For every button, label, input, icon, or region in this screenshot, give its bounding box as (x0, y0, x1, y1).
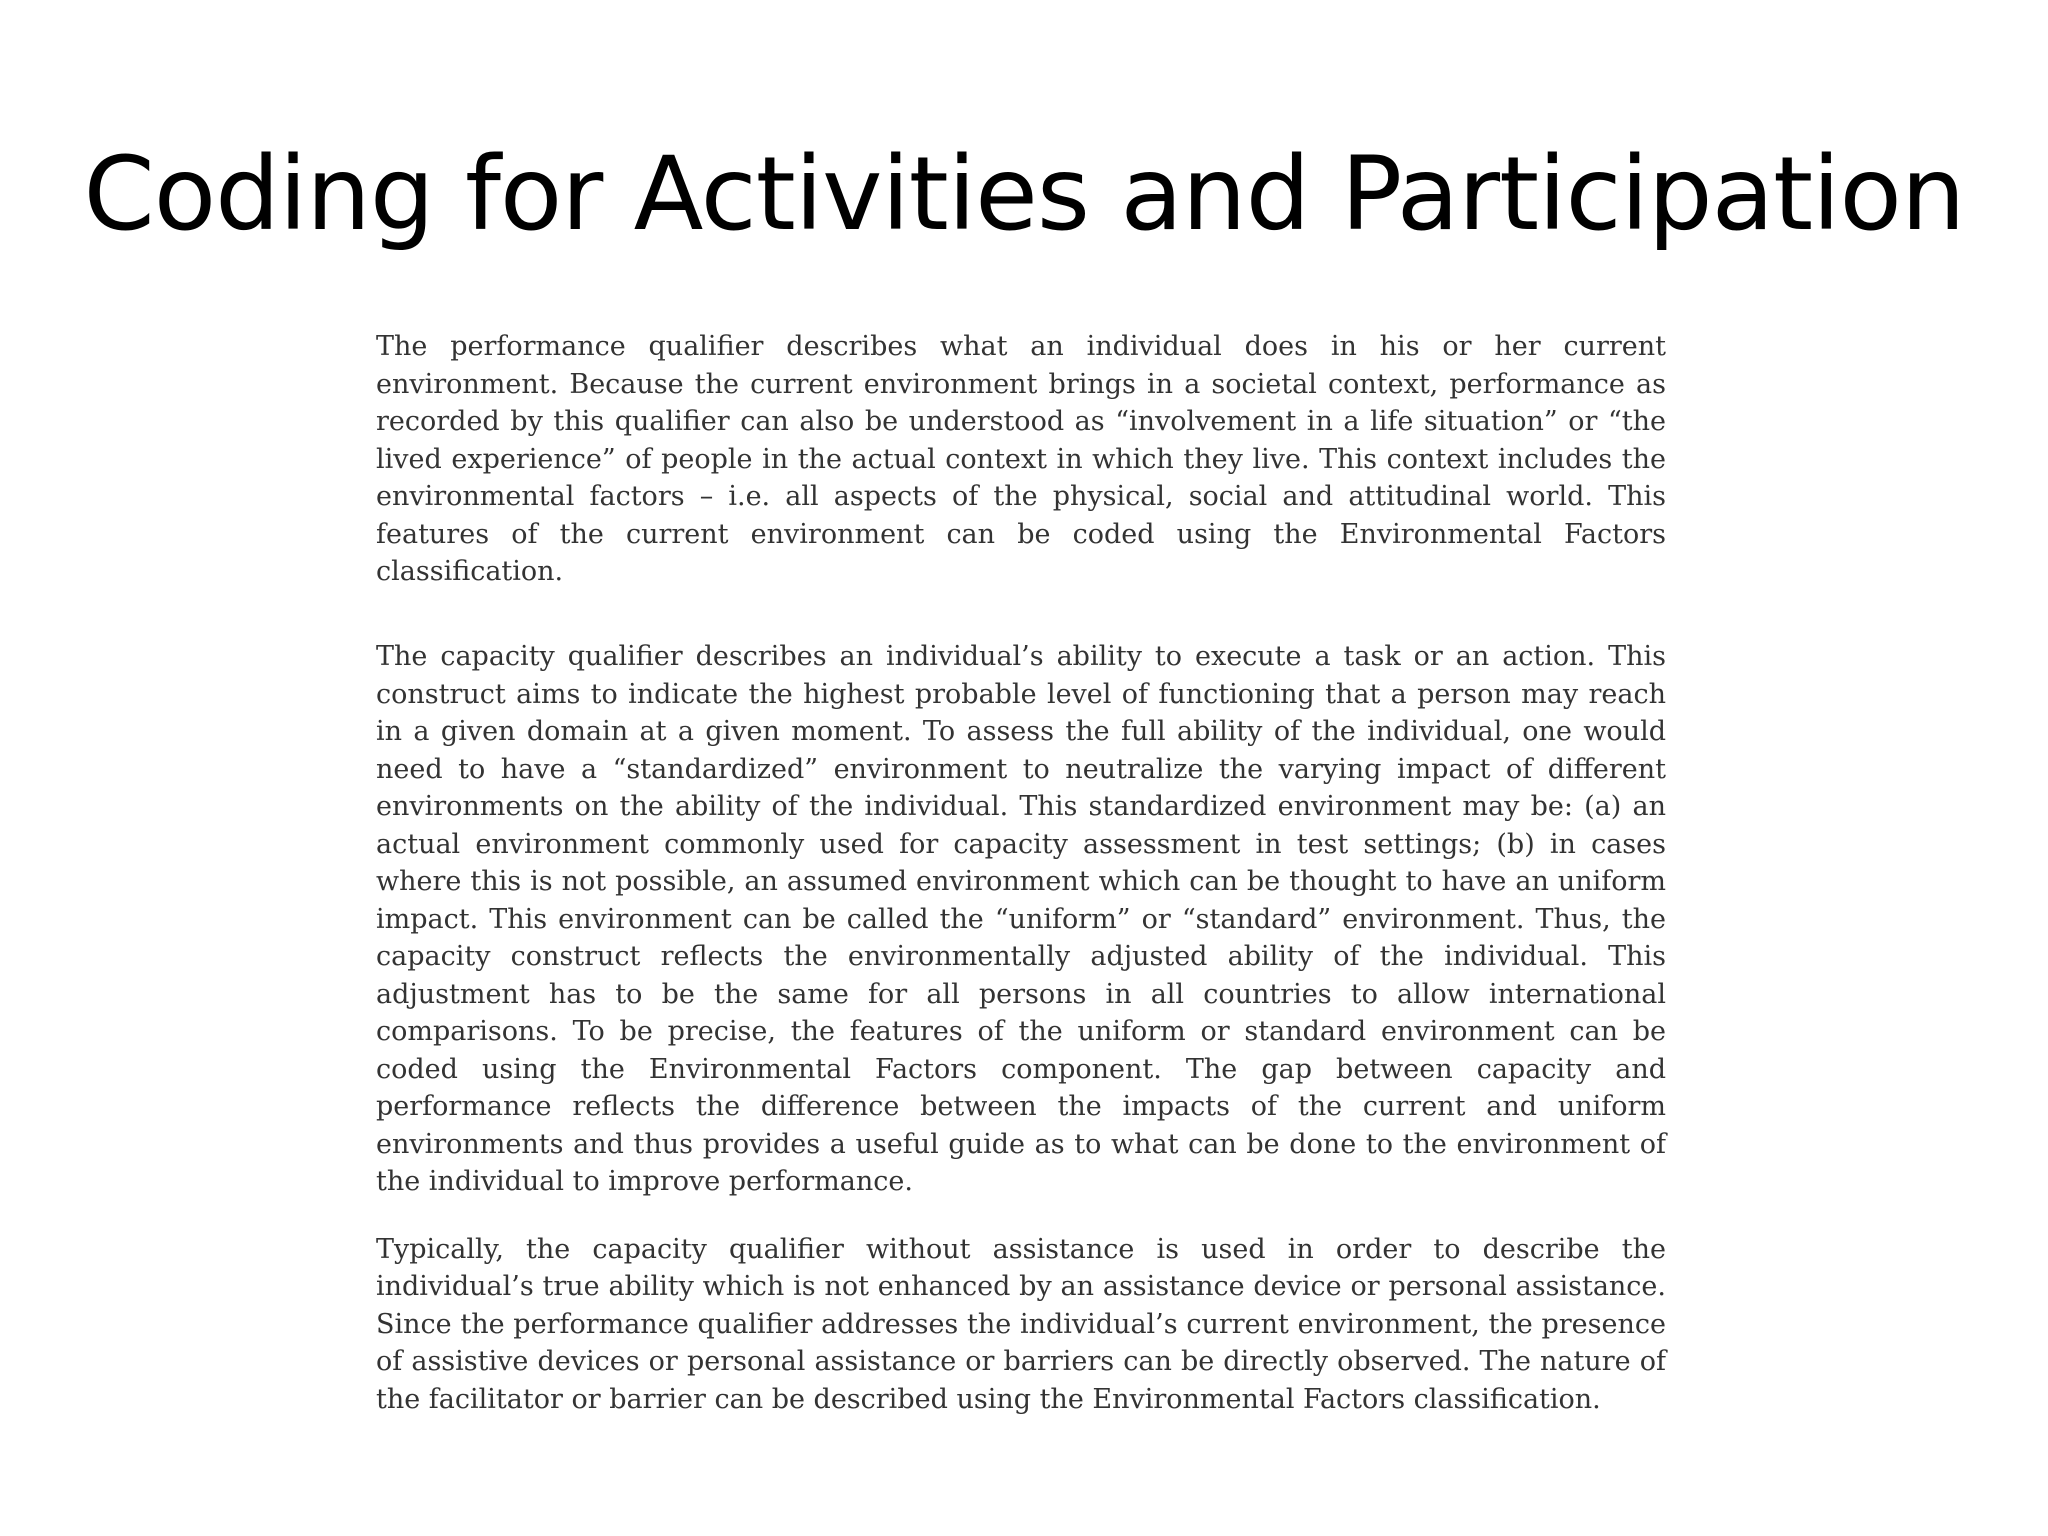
paragraph-capacity-qualifier: The capacity qualifier describes an individual’s ability to execute a task or an action. This construct aims to indicate the highest probable level of functioning that a person may reach in a given domain at a given moment. To assess the full ability of the individual, one would need to have a “standardized” environment to neutralize the varying impact of different environments on the ability of the individual. This standardized environment may be: (a) an actual environment commonly used for capacity assessment in test settings; (b) in cases where this is not possible, an assumed environment which can be thought to have an uniform impact. This environment can be called the “uniform” or “standard” environment. Thus, the capacity construct reflects the environmentally adjusted ability of the individual. This adjustment has to be the same for all persons in all countries to allow international comparisons. To be precise, the features of the uniform or standard environment can be coded using the Environmental Factors component. The gap between capacity and performance reflects the difference between the impacts of the current and uniform environments and thus provides a useful guide as to what can be done to the environment of the individual to improve performance. (376, 641, 1666, 1197)
text-excerpt (376, 328, 1666, 1418)
paragraph-performance-qualifier: The performance qualifier describes what an individual does in his or her current environment. Because the current environment brings in a societal context, performance as recorded by this qualifier can also be understood as “involvement in a life situation” or “the lived experience” of people in the actual context in which they live. This context includes the environmental factors – i.e. all aspects of the physical, social and attitudinal world. This features of the current environment can be coded using the Environmental Factors classification. (376, 331, 1666, 587)
paragraph-assistance: Typically, the capacity qualifier without assistance is used in order to describe the individual’s true ability which is not enhanced by an assistance device or personal assistance. Since the performance qualifier addresses the individual’s current environment, the presence of assistive devices or personal assistance or barriers can be directly observed. The nature of the facilitator or barrier can be described using the Environmental Factors classification. (376, 1233, 1666, 1415)
slide-title: Coding for Activities and Participation (83, 135, 1965, 254)
